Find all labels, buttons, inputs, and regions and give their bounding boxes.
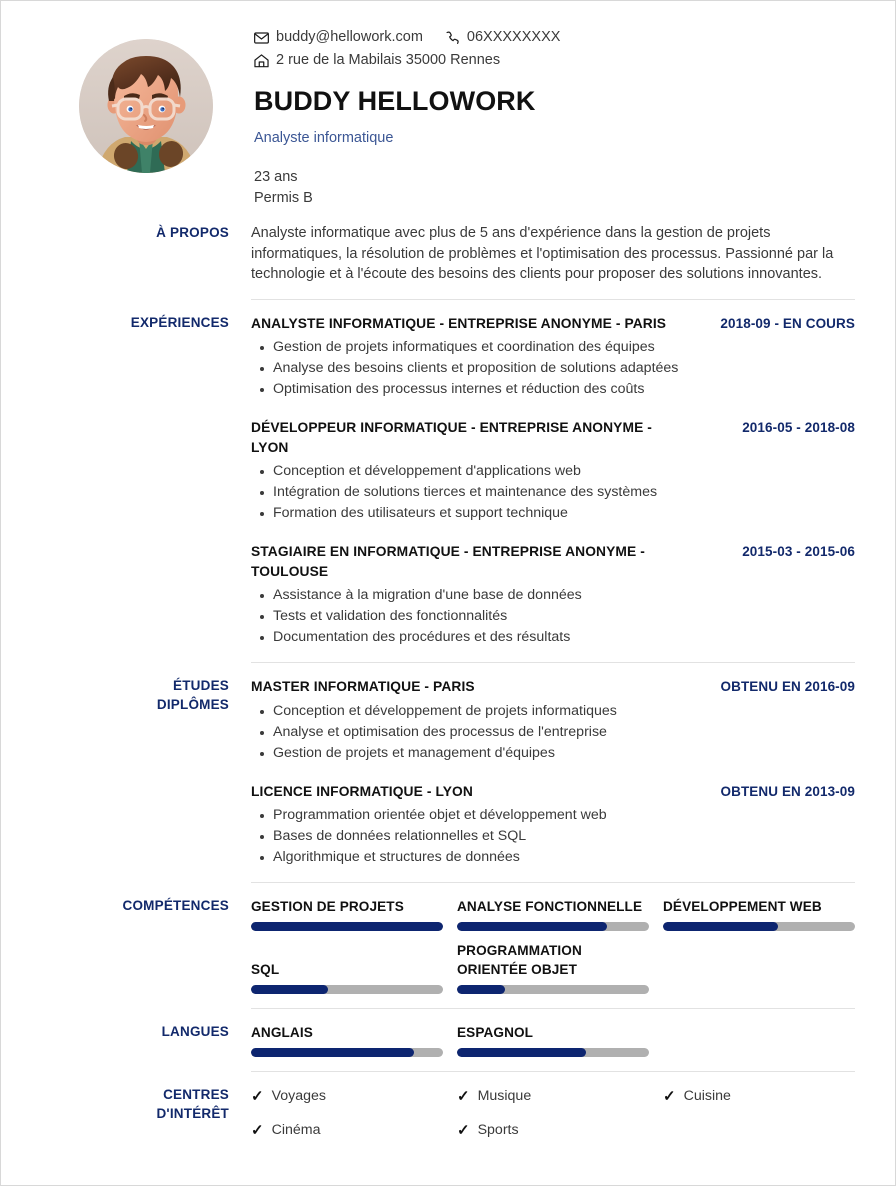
education-entry: [251, 782, 855, 869]
entry-bullets: [251, 701, 855, 764]
skills-grid-spacer: [663, 941, 855, 994]
list-item: Gestion de projets et management d'équipes: [273, 743, 855, 764]
skill-progress-fill: [251, 922, 443, 931]
list-item: Programmation orientée objet et développement web: [273, 805, 855, 826]
interest-label: Sports: [477, 1122, 519, 1138]
languages-grid-spacer: [663, 1023, 855, 1057]
entry-bullets: [251, 585, 855, 648]
section-about: [1, 209, 895, 299]
check-icon: ✓: [663, 1087, 676, 1105]
language-label: ESPAGNOL: [457, 1025, 534, 1040]
list-item: Optimisation des processus internes et réduction des coûts: [273, 379, 855, 400]
list-item: Formation des utilisateurs et support technique: [273, 503, 855, 524]
section-label-line2: DIPLÔMES: [156, 697, 229, 712]
experiences-body: [251, 299, 855, 663]
entry-date: OBTENU EN 2016-09: [720, 679, 855, 694]
section-languages: [1, 1008, 895, 1071]
list-item: Analyse des besoins clients et proposition de solutions adaptées: [273, 358, 855, 379]
experience-entry: [251, 418, 855, 524]
email-item[interactable]: [254, 27, 423, 48]
age-text: 23 ans: [254, 169, 298, 185]
language-label: ANGLAIS: [251, 1025, 313, 1040]
language-progress-bar: [251, 1048, 443, 1057]
entry-head: [251, 677, 855, 697]
check-icon: ✓: [251, 1121, 264, 1139]
avatar-column: [41, 27, 251, 209]
list-item: Documentation des procédures et des résultats: [273, 627, 855, 648]
section-interests: [1, 1071, 895, 1154]
section-education: [1, 662, 895, 882]
page-title: BUDDY HELLOWORK: [254, 86, 536, 116]
education-body: [251, 662, 855, 882]
home-icon: [254, 54, 269, 68]
languages-body: [251, 1008, 855, 1071]
email-text: buddy@hellowork.com: [276, 29, 423, 45]
contact-line-address: [254, 50, 855, 71]
interest-item: [251, 1120, 443, 1140]
interest-item: [251, 1086, 443, 1106]
entry-bullets: [251, 805, 855, 868]
entry-date: OBTENU EN 2013-09: [720, 783, 855, 799]
skill-item: [457, 897, 649, 931]
language-progress-fill: [457, 1048, 586, 1057]
address-item: [254, 50, 500, 71]
entry-date: 2018-09 - EN COURS: [720, 315, 855, 331]
phone-text: 06XXXXXXXX: [466, 29, 561, 45]
skill-progress-bar: [663, 922, 855, 931]
list-item: Algorithmique et structures de données: [273, 847, 855, 868]
language-progress-fill: [251, 1048, 414, 1057]
about-body: [251, 209, 855, 299]
interests-body: [251, 1071, 855, 1154]
entry-title: LICENCE INFORMATIQUE - LYON: [251, 783, 473, 799]
language-item: [251, 1023, 443, 1057]
section-label-interests: [41, 1071, 251, 1154]
list-item: Conception et développement de projets informatiques: [273, 701, 855, 722]
section-label-line1: ÉTUDES: [173, 678, 229, 693]
section-label-about: À PROPOS: [156, 225, 229, 240]
list-item: Intégration de solutions tierces et maintenance des systèmes: [273, 482, 855, 503]
interest-label: Cinéma: [271, 1122, 321, 1138]
address-text: 2 rue de la Mabilais 35000 Rennes: [276, 52, 501, 68]
check-icon: ✓: [457, 1121, 470, 1139]
skill-item: [251, 897, 443, 931]
entry-bullets: [251, 337, 855, 400]
section-label-skills: COMPÉTENCES: [122, 898, 229, 913]
skill-progress-bar: [457, 985, 649, 994]
interest-item: [663, 1086, 855, 1106]
section-label-line1: CENTRES: [163, 1087, 229, 1102]
check-icon: ✓: [457, 1087, 470, 1105]
entry-head: [251, 782, 855, 802]
entry-bullets: [251, 461, 855, 524]
skill-label: GESTION DE PROJETS: [251, 899, 404, 914]
experience-entry: [251, 542, 855, 648]
phone-item[interactable]: [445, 27, 561, 48]
experience-entry: [251, 314, 855, 401]
skill-label: DÉVELOPPEMENT WEB: [663, 899, 822, 914]
language-progress-bar: [457, 1048, 649, 1057]
section-label-line2: D'INTÉRÊT: [156, 1106, 229, 1121]
phone-icon: [445, 31, 460, 45]
section-label-experiences: EXPÉRIENCES: [130, 314, 229, 330]
section-label-education: [41, 662, 251, 882]
skill-progress-bar: [251, 985, 443, 994]
skill-progress-bar: [457, 922, 649, 931]
cv-header: [1, 1, 895, 209]
personal-meta: [254, 167, 855, 209]
education-entry: [251, 677, 855, 764]
avatar: [79, 39, 213, 173]
entry-title: STAGIAIRE EN INFORMATIQUE - ENTREPRISE ANONYME - TOULOUSE: [251, 544, 645, 579]
entry-title: ANALYSTE INFORMATIQUE - ENTREPRISE ANONYME - PARIS: [251, 315, 667, 331]
entry-head: [251, 542, 855, 581]
list-item: Gestion de projets informatiques et coordination des équipes: [273, 337, 855, 358]
skills-body: [251, 882, 855, 1008]
section-skills: [1, 882, 895, 1008]
section-label-languages: LANGUES: [161, 1024, 229, 1039]
skill-item: [663, 897, 855, 931]
skill-label: PROGRAMMATION ORIENTÉE OBJET: [457, 943, 582, 977]
languages-grid: [251, 1023, 855, 1057]
interest-label: Cuisine: [683, 1088, 731, 1104]
skill-item: [251, 941, 443, 994]
skill-progress-bar: [251, 922, 443, 931]
skill-progress-fill: [457, 985, 505, 994]
interests-grid: [251, 1086, 855, 1140]
skill-progress-fill: [251, 985, 328, 994]
skill-progress-fill: [663, 922, 778, 931]
entry-head: [251, 418, 855, 457]
skill-label: SQL: [251, 962, 280, 977]
list-item: Tests et validation des fonctionnalités: [273, 606, 855, 627]
license-text: Permis B: [254, 190, 313, 206]
interest-label: Musique: [477, 1088, 532, 1104]
about-text: Analyste informatique avec plus de 5 ans d'expérience dans la gestion de projets informatiques, la résolution de problèmes et l'optimisation des processus. Passionné par la technologie et à l'écoute des besoins des clients pour proposer des solutions innovantes.: [251, 225, 834, 282]
job-title: Analyste informatique: [254, 130, 394, 146]
skill-progress-fill: [457, 922, 607, 931]
interest-item: [457, 1086, 649, 1106]
list-item: Assistance à la migration d'une base de données: [273, 585, 855, 606]
contact-line-primary: [254, 27, 855, 48]
language-item: [457, 1023, 649, 1057]
interests-grid-spacer: [663, 1120, 855, 1140]
envelope-icon: [254, 32, 269, 44]
list-item: Analyse et optimisation des processus de l'entreprise: [273, 722, 855, 743]
check-icon: ✓: [251, 1087, 264, 1105]
avatar-illustration: [79, 39, 213, 173]
entry-date: 2016-05 - 2018-08: [742, 420, 855, 435]
skill-label: ANALYSE FONCTIONNELLE: [457, 899, 643, 914]
interest-item: [457, 1120, 649, 1140]
skill-item: [457, 941, 649, 994]
list-item: Bases de données relationnelles et SQL: [273, 826, 855, 847]
identity-column: [251, 27, 855, 209]
entry-title: DÉVELOPPEUR INFORMATIQUE - ENTREPRISE ANONYME - LYON: [251, 420, 653, 455]
interest-label: Voyages: [271, 1088, 327, 1104]
skills-grid: [251, 897, 855, 994]
section-experiences: [1, 299, 895, 663]
list-item: Conception et développement d'applications web: [273, 461, 855, 482]
entry-date: 2015-03 - 2015-06: [742, 544, 855, 559]
entry-title: MASTER INFORMATIQUE - PARIS: [251, 679, 475, 694]
entry-head: [251, 314, 855, 334]
